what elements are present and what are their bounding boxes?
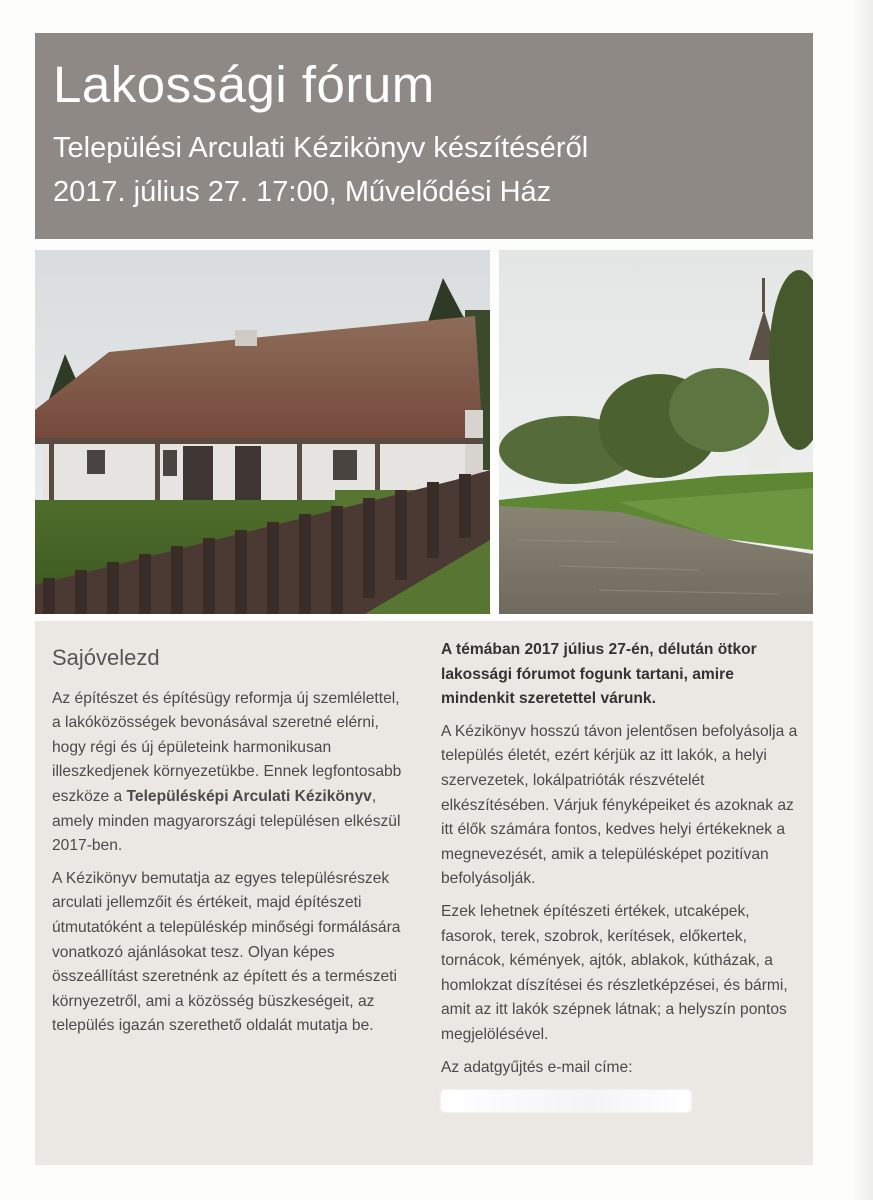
event-header-banner (35, 33, 813, 239)
village-name-heading: Sajóvelezd (52, 645, 160, 670)
reform-text-start: Az építészet és építésügy reformja új szemlélettel, a lakóközösségek bevonásával szeretné elérni, hogy régi és új épületeink harmonikusan illeszkedjenek környezetükbe. Ennek legfontosabb eszköze a (52, 689, 402, 805)
paper-edge-shadow (851, 0, 873, 1200)
handbook-name-bold: Településképi Arculati Kézikönyv (126, 787, 372, 805)
forum-announcement: A témában 2017 július 27-én, délután ötkor lakossági fórumot fogunk tartani, amire mindenkit szeretettel várunk. (441, 641, 757, 708)
farmhouse-photo (35, 250, 490, 614)
event-subtitle (53, 126, 588, 214)
farmhouse-illustration (35, 250, 490, 614)
river-illustration (499, 250, 813, 614)
reform-paragraph (52, 687, 407, 859)
participation-paragraph: A Kézikönyv hosszú távon jelentősen befolyásolja a település életét, ezért kérjük az itt lakók, a helyi szervezetek, lokálpatrióták részvételét elkészítésében. Várjuk fényképeiket és azoknak az itt élők számára fontos, kedves helyi értékeknek a megnevezését, amik a településképet pozitívan befolyásolják. (441, 722, 798, 888)
email-label: Az adatgyűjtés e-mail címe: (441, 1058, 633, 1076)
subtitle-topic: Települési Arculati Kézikönyv készítéséről (53, 132, 589, 164)
redacted-email-address (441, 1090, 691, 1112)
left-column (52, 646, 407, 1047)
reform-text-end: , amely minden magyarországi településen elkészül 2017-ben. (52, 787, 401, 855)
subtitle-date-venue: 2017. július 27. 17:00, Művelődési Ház (53, 176, 552, 208)
right-column (441, 638, 803, 1112)
handbook-description-paragraph: A Kézikönyv bemutatja az egyes településrészek arculati jellemzőit és értékeit, majd építészeti útmutatóként a településkép minőségi formálására vonatkozó ajánlásokat tesz. Olyan képes összeállítást szeretnénk az épített és a természeti környezetről, ami a közösség büszkeségeit, az település igazán szerethető oldalát mutatja be. (52, 869, 401, 1035)
page-title: Lakossági fórum (53, 56, 435, 113)
river-church-photo (499, 250, 813, 614)
values-list-paragraph: Ezek lehetnek építészeti értékek, utcaképek, fasorok, terek, szobrok, kerítések, előkertek, tornácok, kémények, ajtók, ablakok, kútházak, a homlokzat díszítései és részletképzései, és bármi, amit az itt lakók szépnek látnak; a helyszín pontos megjelölésével. (441, 902, 788, 1043)
info-panel (35, 621, 813, 1165)
